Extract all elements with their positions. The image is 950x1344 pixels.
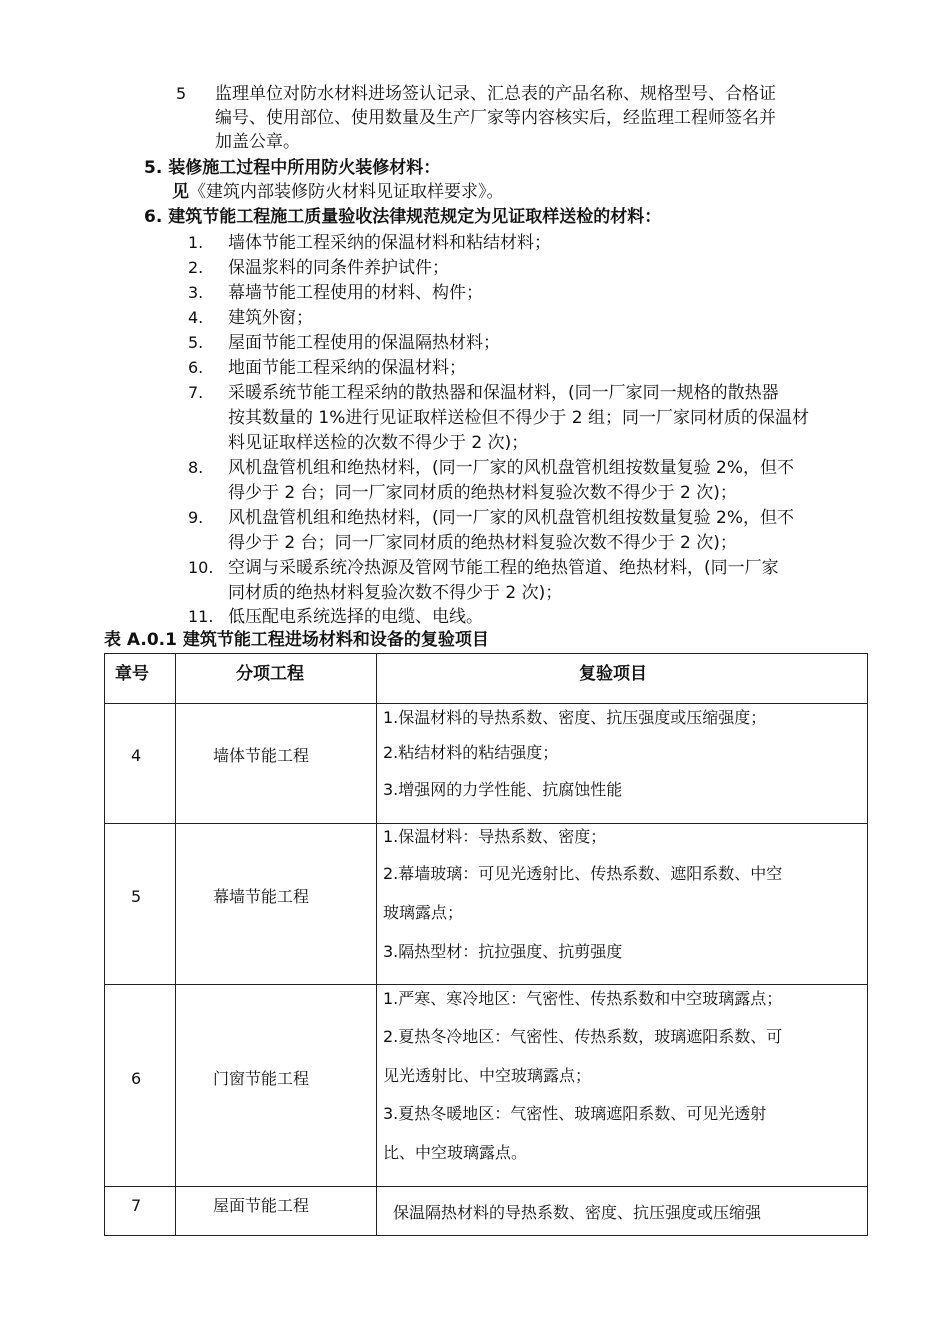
section-5-body	[172, 180, 504, 204]
list-item-text: 采暖系统节能工程采纳的散热器和保温材料，(同一厂家同一规格的散热器	[228, 383, 779, 403]
retest-items-table	[104, 653, 868, 1236]
row-chapter: 4	[131, 746, 142, 765]
row-retest-item: 2.粘结材料的粘结强度；	[383, 743, 559, 762]
row-retest-item: 玻璃露点；	[383, 903, 464, 922]
intro-item-line: 编号、使用部位、使用数量及生产厂家等内容核实后，经监理工程师签名并	[215, 108, 776, 128]
row-subproject: 门窗节能工程	[213, 1069, 310, 1088]
list-item-text: 墙体节能工程采纳的保温材料和粘结材料；	[228, 233, 551, 253]
list-item-text: 得少于 2 台；同一厂家同材质的绝热材料复验次数不得少于 2 次)；	[228, 533, 737, 553]
row-retest-item: 1.保温材料的导热系数、密度、抗压强度或压缩强度；	[383, 708, 767, 727]
intro-item-number: 5	[176, 84, 187, 103]
list-item-text: 风机盘管机组和绝热材料，(同一厂家的风机盘管机组按数量复验 2%，但不	[228, 508, 795, 528]
list-item-number: 2.	[188, 258, 204, 277]
row-retest-item: 3.夏热冬暖地区：气密性、玻璃遮阳系数、可见光透射	[383, 1104, 767, 1123]
list-item-text: 料见证取样送检的次数不得少于 2 次)；	[228, 433, 529, 453]
list-item-text: 得少于 2 台；同一厂家同材质的绝热材料复验次数不得少于 2 次)；	[228, 483, 737, 503]
table-divider	[105, 703, 867, 704]
list-item-text: 空调与采暖系统冷热源及管网节能工程的绝热管道、绝热材料，(同一厂家	[228, 558, 779, 578]
table-header-retest-items: 复验项目	[579, 664, 647, 684]
row-retest-item: 3.隔热型材：抗拉强度、抗剪强度	[383, 942, 623, 961]
section-6-heading: 6. 建筑节能工程施工质量验收法律规范规定为见证取样送检的材料：	[144, 207, 662, 227]
row-chapter: 6	[131, 1069, 142, 1088]
list-item-text: 同材质的绝热材料复验次数不得少于 2 次)；	[228, 583, 563, 603]
row-chapter: 7	[131, 1196, 142, 1215]
list-item-text: 幕墙节能工程使用的材料、构件；	[228, 283, 483, 303]
list-item-number: 8.	[188, 458, 204, 477]
list-item-text: 建筑外窗；	[228, 308, 313, 328]
row-retest-item: 1.保温材料：导热系数、密度；	[383, 827, 607, 846]
row-retest-item: 1.严寒、寒冷地区：气密性、传热系数和中空玻璃露点；	[383, 989, 783, 1008]
row-subproject: 幕墙节能工程	[213, 887, 310, 906]
list-item-number: 9.	[188, 508, 204, 527]
list-item-text: 地面节能工程采纳的保温材料；	[228, 358, 466, 378]
row-retest-item: 3.增强网的力学性能、抗腐蚀性能	[383, 780, 623, 799]
list-item-number: 6.	[188, 358, 204, 377]
table-header-subproject: 分项工程	[236, 664, 304, 684]
list-item-number: 3.	[188, 283, 204, 302]
list-item-number: 11.	[188, 607, 214, 626]
list-item-text: 低压配电系统选择的电缆、电线。	[228, 607, 483, 627]
row-subproject: 墙体节能工程	[213, 746, 310, 765]
table-divider	[105, 1186, 867, 1187]
table-divider	[175, 654, 176, 1235]
list-item-text: 保温浆料的同条件养护试件；	[228, 258, 449, 278]
list-item-number: 5.	[188, 333, 204, 352]
list-item-number: 1.	[188, 233, 204, 252]
row-retest-item: 2.幕墙玻璃：可见光透射比、传热系数、遮阳系数、中空	[383, 864, 783, 883]
intro-item-line: 监理单位对防水材料进场签认记录、汇总表的产品名称、规格型号、合格证	[215, 84, 776, 104]
row-retest-item: 比、中空玻璃露点。	[383, 1143, 528, 1162]
table-divider	[376, 654, 377, 1235]
list-item-number: 10.	[188, 558, 214, 577]
section-5-body-bold: 见	[172, 182, 189, 202]
table-divider	[105, 984, 867, 985]
list-item-text: 屋面节能工程使用的保温隔热材料；	[228, 333, 500, 353]
row-retest-item: 见光透射比、中空玻璃露点；	[383, 1066, 592, 1085]
table-header-chapter: 章号	[115, 664, 149, 684]
list-item-number: 7.	[188, 383, 204, 402]
list-item-text: 风机盘管机组和绝热材料，(同一厂家的风机盘管机组按数量复验 2%，但不	[228, 458, 795, 478]
row-subproject: 屋面节能工程	[213, 1196, 310, 1215]
list-item-text: 按其数量的 1%进行见证取样送检但不得少于 2 组；同一厂家同材质的保温材	[228, 408, 809, 428]
row-chapter: 5	[131, 887, 142, 906]
section-5-body-rest: 《建筑内部装修防火材料见证取样要求》。	[189, 182, 504, 202]
row-retest-item: 保温隔热材料的导热系数、密度、抗压强度或压缩强	[393, 1203, 762, 1222]
table-title: 表 A.0.1 建筑节能工程进场材料和设备的复验项目	[104, 630, 489, 650]
row-retest-item: 2.夏热冬冷地区：气密性、传热系数，玻璃遮阳系数、可	[383, 1027, 783, 1046]
list-item-number: 4.	[188, 308, 204, 327]
section-5-heading: 5. 装修施工过程中所用防火装修材料：	[144, 158, 441, 178]
table-divider	[105, 823, 867, 824]
intro-item-line: 加盖公章。	[215, 132, 300, 152]
